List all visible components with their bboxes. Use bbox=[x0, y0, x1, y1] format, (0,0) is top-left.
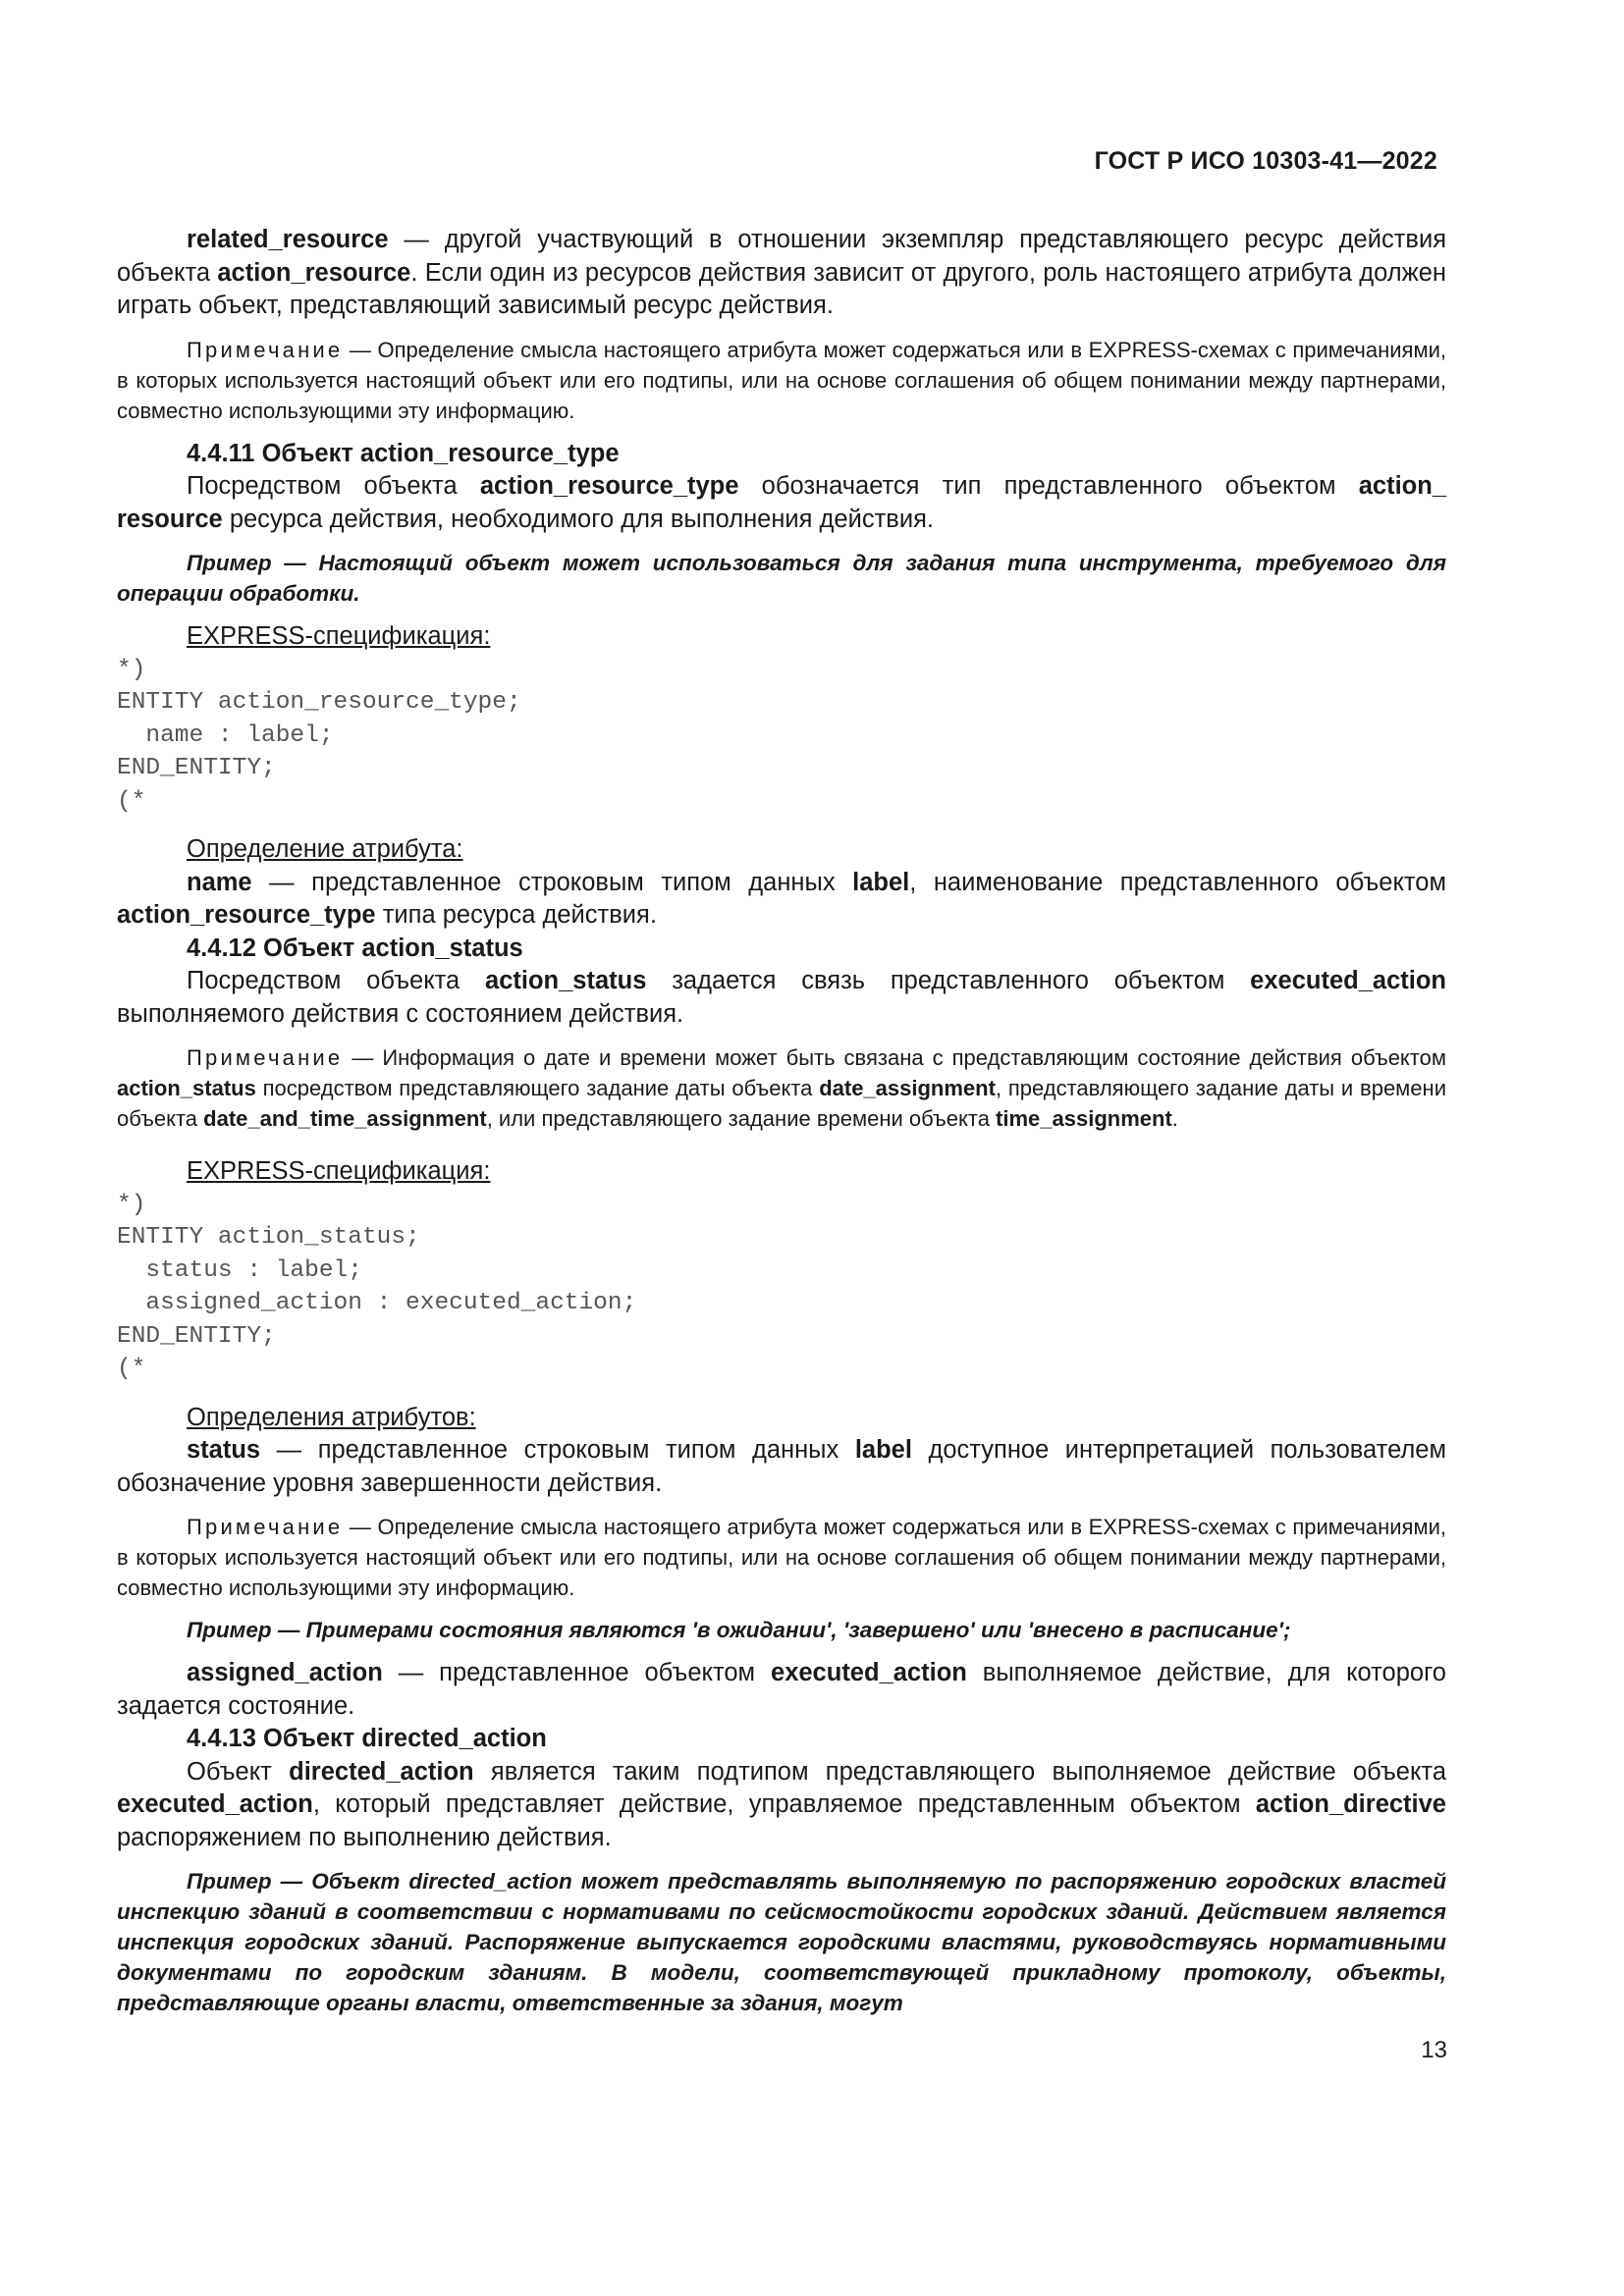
bold-term: action_resource_type bbox=[117, 901, 376, 929]
text-run: — представленное строковым типом данных bbox=[260, 1436, 855, 1464]
text-run: — Определение смысла настоящего атрибута может содержаться или в EXPRESS-схемах с примечаниями, в которых используется настоящий объект или его подтипы, или на основе соглашения об общем понимании между партнерами, совместно использующими эту информацию. bbox=[117, 1515, 1446, 1600]
note-label: Примечание bbox=[187, 1515, 344, 1539]
bold-term: status bbox=[187, 1436, 261, 1464]
paragraph-directed-action bbox=[117, 1756, 1446, 1855]
bold-term: action_resource bbox=[217, 258, 411, 287]
paragraph-action-resource-type bbox=[117, 470, 1446, 536]
text-run: доступное интерпретацией пользователем обозначение уровня завершенности действия. bbox=[117, 1436, 1446, 1497]
text-run: , который представляет действие, управляемое представленным объектом bbox=[312, 1790, 1256, 1818]
heading-4-4-12: 4.4.12 Объект action_status bbox=[187, 934, 523, 962]
example-directed-action: Пример — Объект directed_action может представлять выполняемую по распоряжению городских властей инспекцию зданий в соответствии с нормативами по сейсмостойкости городских зданий. Действием является инспекция городских зданий. Распоряжение выпускается городскими властями, руководствуясь нормативными документами по городским зданиям. В модели, соответствующей прикладному протоколу, объекты, представляющие органы власти, ответственные за здания, могут bbox=[117, 1869, 1446, 2015]
note-label: Примечание bbox=[187, 337, 344, 362]
bold-term: label bbox=[854, 1436, 912, 1464]
note-related-resource bbox=[117, 335, 1446, 426]
page-number: 13 bbox=[1421, 2037, 1447, 2063]
bold-term: name bbox=[187, 868, 252, 896]
heading-4-4-11: 4.4.11 Объект action_resource_type bbox=[187, 439, 620, 467]
express-spec-label-text: EXPRESS-спецификация: bbox=[187, 622, 491, 650]
bold-term: assigned_action bbox=[187, 1659, 383, 1686]
bold-term: executed_action bbox=[771, 1659, 967, 1686]
bold-term: time_assignment bbox=[996, 1106, 1172, 1131]
text-run: , наименование представленного объектом bbox=[909, 868, 1446, 896]
bold-term: date_assignment bbox=[819, 1076, 996, 1100]
text-run: . bbox=[1171, 1106, 1178, 1131]
note-status-attribute bbox=[117, 1512, 1446, 1603]
express-code-action-resource-type: *) ENTITY action_resource_type; name : label; END_ENTITY; (* bbox=[117, 656, 521, 815]
express-spec-label-2 bbox=[117, 1155, 1446, 1189]
text-run: ресурса действия, необходимого для выполнения действия. bbox=[222, 505, 934, 533]
text-run: Посредством объекта bbox=[187, 472, 480, 500]
bold-term: action_status bbox=[485, 967, 647, 994]
note-label: Примечание bbox=[187, 1045, 344, 1070]
bold-term: action_status bbox=[117, 1076, 256, 1100]
example-status-values: Пример — Примерами состояния являются 'в ожидании', 'завершено' или 'внесено в расписание'; bbox=[187, 1618, 1291, 1642]
text-run: является таким подтипом представляющего выполняемое действие объекта bbox=[473, 1757, 1447, 1786]
text-run: посредством представляющего задание даты объекта bbox=[255, 1076, 820, 1100]
attribute-definitions-label-text: Определения атрибутов: bbox=[187, 1403, 476, 1431]
express-spec-label-2-text: EXPRESS-спецификация: bbox=[187, 1157, 491, 1185]
express-spec-label bbox=[117, 620, 1446, 654]
paragraph-status-attribute bbox=[117, 1434, 1446, 1500]
page-content bbox=[117, 224, 1446, 2018]
document-header: ГОСТ Р ИСО 10303-41—2022 bbox=[1094, 147, 1437, 175]
text-run: — Определение смысла настоящего атрибута может содержаться или в EXPRESS-схемах с примечаниями, в которых используется настоящий объект или его подтипы, или на основе соглашения об общем понимании между партнерами, совместно использующими эту информацию. bbox=[117, 337, 1446, 423]
bold-term: executed_action bbox=[117, 1790, 313, 1818]
text-run: , или представляющего задание времени объекта bbox=[486, 1106, 997, 1131]
attribute-definition-label bbox=[117, 833, 1446, 867]
text-run: распоряжением по выполнению действия. bbox=[117, 1823, 612, 1851]
paragraph-related-resource bbox=[117, 224, 1446, 323]
text-run: , представляющего задание даты и времени объекта bbox=[117, 1076, 1446, 1131]
attribute-definitions-label bbox=[117, 1402, 1446, 1435]
text-run: — другой участвующий в отношении экземпляр представляющего ресурс действия объекта bbox=[117, 226, 1446, 287]
text-run: обозначается тип представленного объектом bbox=[738, 472, 1359, 500]
text-run: — Информация о дате и времени может быть связана с представляющим состояние действия объектом bbox=[343, 1045, 1446, 1070]
heading-4-4-13: 4.4.13 Объект directed_action bbox=[187, 1725, 547, 1752]
note-action-status bbox=[117, 1042, 1446, 1134]
bold-term: action_resource_type bbox=[479, 472, 739, 500]
text-run: . Если один из ресурсов действия зависит от другого, роль настоящего атрибута должен играть объект, представляющий зависимый ресурс действия. bbox=[117, 258, 1446, 319]
text-run: Посредством объекта bbox=[187, 967, 486, 994]
paragraph-action-status bbox=[117, 965, 1446, 1031]
bold-term: date_and_time_assignment bbox=[203, 1106, 487, 1131]
paragraph-assigned-action bbox=[117, 1657, 1446, 1723]
bold-term: action_ resource bbox=[117, 472, 1447, 533]
example-action-resource-type: Пример — Настоящий объект может использоваться для задания типа инструмента, требуемого для операции обработки. bbox=[117, 551, 1446, 606]
paragraph-name-attribute bbox=[117, 867, 1446, 933]
text-run: — представленное объектом bbox=[382, 1659, 772, 1686]
text-run: выполняемого действия с состоянием действия. bbox=[117, 999, 684, 1028]
bold-term: related_resource bbox=[187, 226, 389, 253]
bold-term: executed_action bbox=[1250, 967, 1447, 994]
express-code-action-status: *) ENTITY action_status; status : label; assigned_action : executed_action; END_ENTITY; (* bbox=[117, 1191, 637, 1382]
text-run: — представленное строковым типом данных bbox=[251, 868, 853, 896]
attribute-definition-label-text: Определение атрибута: bbox=[187, 835, 463, 863]
bold-term: label bbox=[852, 868, 910, 896]
bold-term: directed_action bbox=[289, 1757, 474, 1786]
text-run: задается связь представленного объектом bbox=[646, 967, 1251, 994]
text-run: выполняемое действие, для которого задается состояние. bbox=[117, 1659, 1446, 1720]
bold-term: action_directive bbox=[1255, 1790, 1446, 1818]
text-run: Объект bbox=[187, 1757, 290, 1786]
text-run: типа ресурса действия. bbox=[375, 901, 657, 929]
